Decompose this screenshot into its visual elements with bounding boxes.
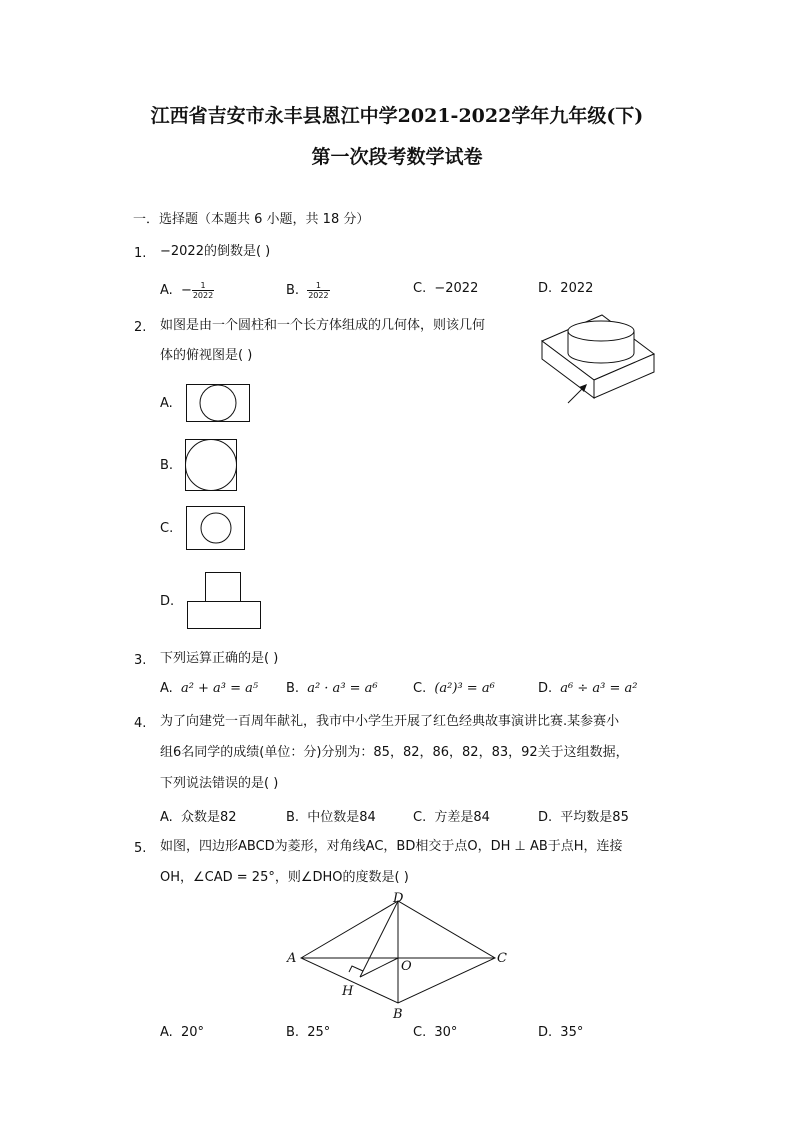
option-a[interactable]	[160, 281, 214, 300]
option-d[interactable]	[538, 281, 593, 296]
option-value: 30°	[434, 1025, 458, 1040]
question-text-line1: 如图是由一个圆柱和一个长方体组成的几何体，则该几何	[160, 318, 486, 333]
option-value: −2022	[434, 281, 479, 296]
point-label-h: H	[342, 984, 354, 999]
option-d[interactable]	[538, 1025, 583, 1040]
option-label: C.	[413, 1025, 427, 1040]
option-a-figure	[186, 384, 252, 424]
question-text-line1: 如图，四边形ABCD为菱形，对角线AC，BD相交于点O，DH ⊥ AB于点H，连接	[160, 839, 623, 854]
option-label: A.	[160, 283, 173, 298]
option-b[interactable]	[286, 281, 330, 300]
option-a[interactable]	[160, 1025, 204, 1040]
point-label-d: D	[393, 891, 404, 906]
point-label-c: C	[497, 951, 507, 966]
fraction	[307, 281, 329, 300]
option-b-figure	[185, 439, 240, 494]
option-a[interactable]: A.	[160, 396, 173, 411]
option-c-figure	[186, 506, 248, 552]
option-c[interactable]	[413, 681, 495, 696]
option-label: A.	[160, 681, 173, 696]
option-label: B.	[286, 283, 300, 298]
option-c[interactable]	[413, 1025, 457, 1040]
option-value: 2022	[560, 281, 594, 296]
question-number: 5.	[134, 841, 147, 856]
option-label: D.	[538, 281, 553, 296]
option-sign: −	[180, 283, 192, 298]
option-value: 中位数是84	[307, 810, 376, 825]
option-d[interactable]	[538, 681, 638, 696]
question-number: 3.	[134, 653, 147, 668]
option-c[interactable]	[413, 281, 478, 296]
solid-figure	[530, 308, 670, 408]
question-text-line1: 为了向建党一百周年献礼，我市中小学生开展了红色经典故事演讲比赛.某参赛小	[160, 714, 620, 729]
option-expression: (a²)³ = a⁶	[434, 681, 495, 696]
question-number: 4.	[134, 716, 147, 731]
question-number: 2.	[134, 320, 147, 335]
section-heading: 一．选择题（本题共 6 小题，共 18 分）	[133, 212, 370, 227]
option-expression: a² · a³ = a⁶	[307, 681, 378, 696]
option-label: B.	[286, 681, 300, 696]
question-text: −2022的倒数是( )	[160, 244, 271, 259]
option-b[interactable]	[286, 1025, 330, 1040]
fraction-numerator: 1	[307, 281, 329, 291]
exam-title-line2: 第一次段考数学试卷	[311, 146, 483, 168]
option-label: D.	[538, 810, 553, 825]
option-value: 众数是82	[180, 810, 237, 825]
option-b[interactable]: B.	[160, 458, 174, 473]
option-a[interactable]	[160, 681, 258, 696]
option-value: 25°	[307, 1025, 331, 1040]
rhombus-figure	[285, 890, 515, 1020]
fraction-numerator: 1	[192, 281, 214, 291]
option-d[interactable]: D.	[160, 594, 175, 609]
option-label: B.	[286, 810, 300, 825]
segment-oh	[360, 958, 398, 977]
option-c[interactable]	[413, 806, 490, 825]
option-label: C.	[413, 810, 427, 825]
option-label: C.	[413, 681, 427, 696]
option-value: 35°	[560, 1025, 584, 1040]
fraction-denominator: 2022	[192, 291, 214, 300]
point-label-o: O	[401, 959, 412, 974]
option-c[interactable]: C.	[160, 521, 174, 536]
fraction-denominator: 2022	[308, 291, 329, 300]
fraction	[192, 281, 214, 300]
option-b[interactable]	[286, 806, 376, 825]
option-expression: a⁶ ÷ a³ = a²	[560, 681, 638, 696]
right-angle-mark	[349, 966, 363, 972]
option-label: A.	[160, 810, 173, 825]
question-text: 下列运算正确的是( )	[160, 651, 279, 666]
option-d[interactable]	[538, 806, 629, 825]
option-value: 平均数是85	[560, 810, 629, 825]
option-label: B.	[286, 1025, 300, 1040]
option-label: A.	[160, 1025, 173, 1040]
point-label-b: B	[393, 1007, 403, 1022]
option-label: D.	[538, 1025, 553, 1040]
option-b[interactable]	[286, 681, 378, 696]
option-a[interactable]	[160, 806, 236, 825]
option-label: D.	[538, 681, 553, 696]
option-expression: a² + a³ = a⁵	[180, 681, 259, 696]
point-label-a: A	[287, 951, 297, 966]
question-text-line2: 体的俯视图是( )	[160, 348, 253, 363]
question-text-line2: 组6名同学的成绩(单位：分)分别为：85，82，86，82，83，92关于这组数据，	[160, 745, 629, 760]
option-label: C.	[413, 281, 427, 296]
question-number: 1.	[134, 246, 147, 261]
option-value: 20°	[180, 1025, 204, 1040]
question-text-line2: OH，∠CAD = 25°，则∠DHO的度数是( )	[160, 870, 409, 885]
exam-title-line1: 江西省吉安市永丰县恩江中学2021-2022学年九年级(下)	[150, 105, 644, 127]
option-value: 方差是84	[434, 810, 490, 825]
option-d-figure	[187, 572, 265, 632]
question-text-line3: 下列说法错误的是( )	[160, 776, 279, 791]
